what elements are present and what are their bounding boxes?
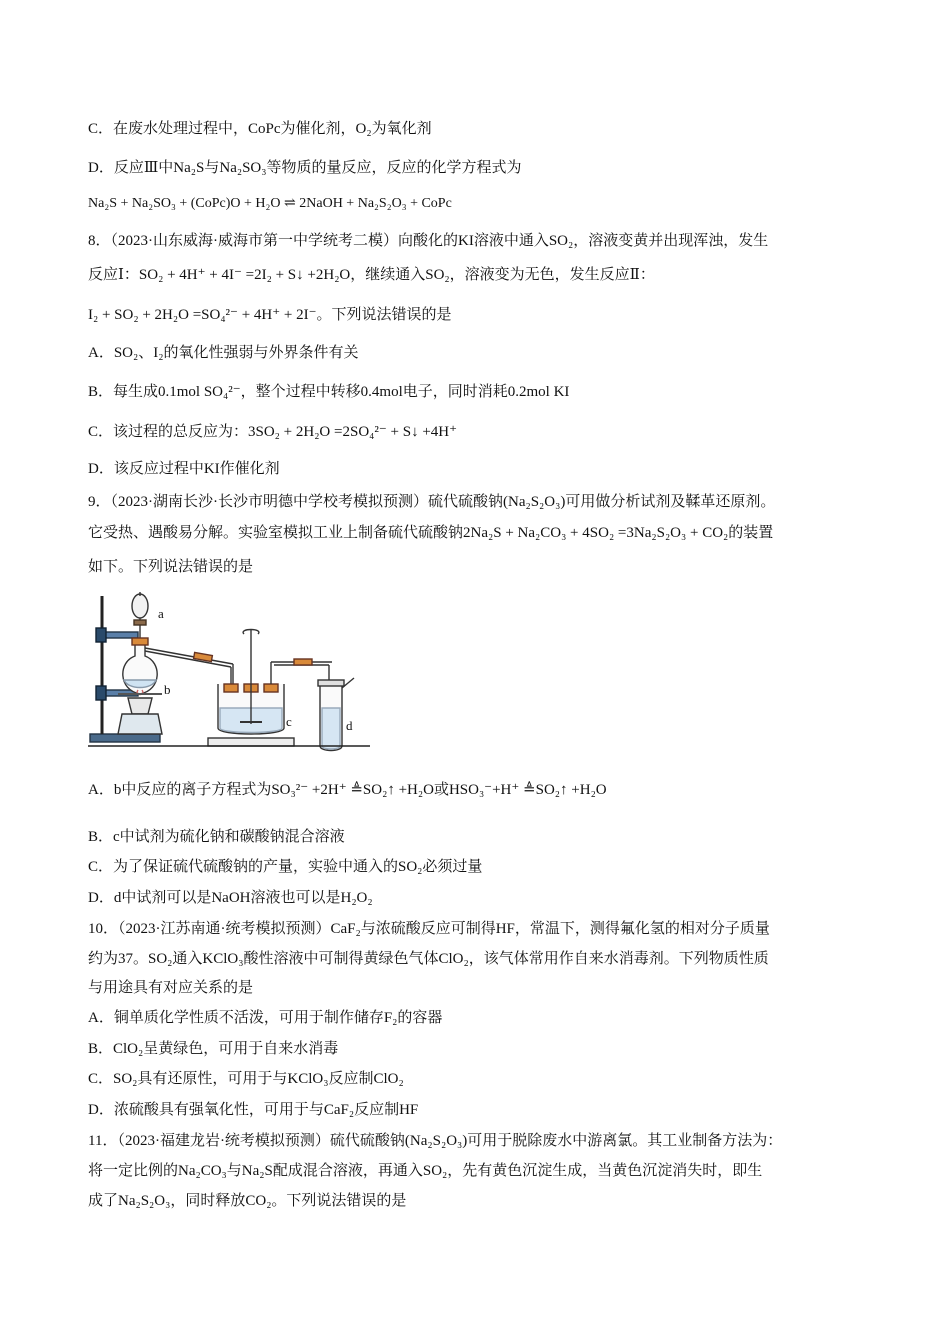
question-8-option-b: B．每生成0.1mol SO₄²⁻，整个过程中转移0.4mol电子，同时消耗0.2mol KI: [88, 384, 570, 400]
question-9-option-d: D．d中试剂可以是NaOH溶液也可以是H₂O₂: [88, 890, 373, 906]
question-9-option-b: B．c中试剂为硫化钠和碳酸钠混合溶液: [88, 829, 345, 845]
question-9-stem-line-1: 9．（2023·湖南长沙·长沙市明德中学校考模拟预测）硫代硫酸钠(Na₂S₂O₃)可用做分析试剂及鞣革还原剂。: [88, 494, 776, 510]
question-8-option-c: C．该过程的总反应为：3SO₂ + 2H₂O =2SO₄²⁻ + S↓ +4H⁺: [88, 424, 458, 440]
question-10-option-d: D．浓硫酸具有强氧化性，可用于与CaF₂反应制HF: [88, 1102, 419, 1118]
question-9-option-c: C．为了保证硫代硫酸钠的产量，实验中通入的SO₂必须过量: [88, 859, 483, 875]
question-8-stem-line-3: I₂ + SO₂ + 2H₂O =SO₄²⁻ + 4H⁺ + 2I⁻。下列说法错误的是: [88, 307, 452, 323]
label-b: b: [164, 682, 171, 697]
label-c: c: [286, 714, 292, 729]
question-11-stem-line-2: 将一定比例的Na₂CO₃与Na₂S配成混合溶液，再通入SO₂，先有黄色沉淀生成，当黄色沉淀消失时，即生: [88, 1163, 763, 1179]
apparatus-figure: [88, 590, 370, 752]
question-10-option-a: A．铜单质化学性质不活泼，可用于制作储存F₂的容器: [88, 1010, 443, 1026]
question-9-option-a: A．b中反应的离子方程式为SO₃²⁻ +2H⁺ ≜SO₂↑ +H₂O或HSO₃⁻+H⁺ ≜SO₂↑ +H₂O: [88, 782, 607, 798]
option-c-previous: C．在废水处理过程中，CoPc为催化剂，O₂为氧化剂: [88, 121, 432, 137]
option-d-previous: D．反应Ⅲ中Na₂S与Na₂SO₃等物质的量反应，反应的化学方程式为: [88, 160, 522, 176]
question-8-option-a: A．SO₂、I₂的氧化性强弱与外界条件有关: [88, 345, 359, 361]
question-11-stem-line-3: 成了Na₂S₂O₃，同时释放CO₂。下列说法错误的是: [88, 1193, 407, 1209]
question-10-stem-line-2: 约为37。SO₂通入KClO₃酸性溶液中可制得黄绿色气体ClO₂，该气体常用作自来水消毒剂。下列物质性质: [88, 951, 769, 967]
question-10-stem-line-3: 与用途具有对应关系的是: [88, 980, 254, 996]
question-10-option-c: C．SO₂具有还原性，可用于与KClO₃反应制ClO₂: [88, 1071, 404, 1087]
question-10-option-b: B．ClO₂呈黄绿色，可用于自来水消毒: [88, 1041, 339, 1057]
question-10-stem-line-1: 10．（2023·江苏南通·统考模拟预测）CaF₂与浓硫酸反应可制得HF，常温下，测得氟化氢的相对分子质量: [88, 921, 770, 937]
question-8-stem-line-2: 反应Ⅰ：SO₂ + 4H⁺ + 4I⁻ =2I₂ + S↓ +2H₂O，继续通入SO₂，溶液变为无色，发生反应Ⅱ：: [88, 267, 655, 283]
label-d: d: [346, 718, 353, 733]
question-9-stem-line-3: 如下。下列说法错误的是: [88, 559, 254, 575]
question-11-stem-line-1: 11．（2023·福建龙岩·统考模拟预测）硫代硫酸钠(Na₂S₂O₃)可用于脱除废水中游离氯。其工业制备方法为：: [88, 1133, 783, 1149]
label-a: a: [158, 606, 164, 621]
equation-d-previous: Na₂S + Na₂SO₃ + (CoPc)O + H₂O ⇌ 2NaOH + Na₂S₂O₃ + CoPc: [88, 196, 452, 211]
question-8-option-d: D．该反应过程中KI作催化剂: [88, 461, 280, 477]
question-8-stem-line-1: 8．（2023·山东威海·威海市第一中学统考二模）向酸化的KI溶液中通入SO₂，溶液变黄并出现浑浊，发生: [88, 233, 769, 249]
question-9-stem-line-2: 它受热、遇酸易分解。实验室模拟工业上制备硫代硫酸钠2Na₂S + Na₂CO₃ + 4SO₂ =3Na₂S₂O₃ + CO₂的装置: [88, 525, 774, 541]
